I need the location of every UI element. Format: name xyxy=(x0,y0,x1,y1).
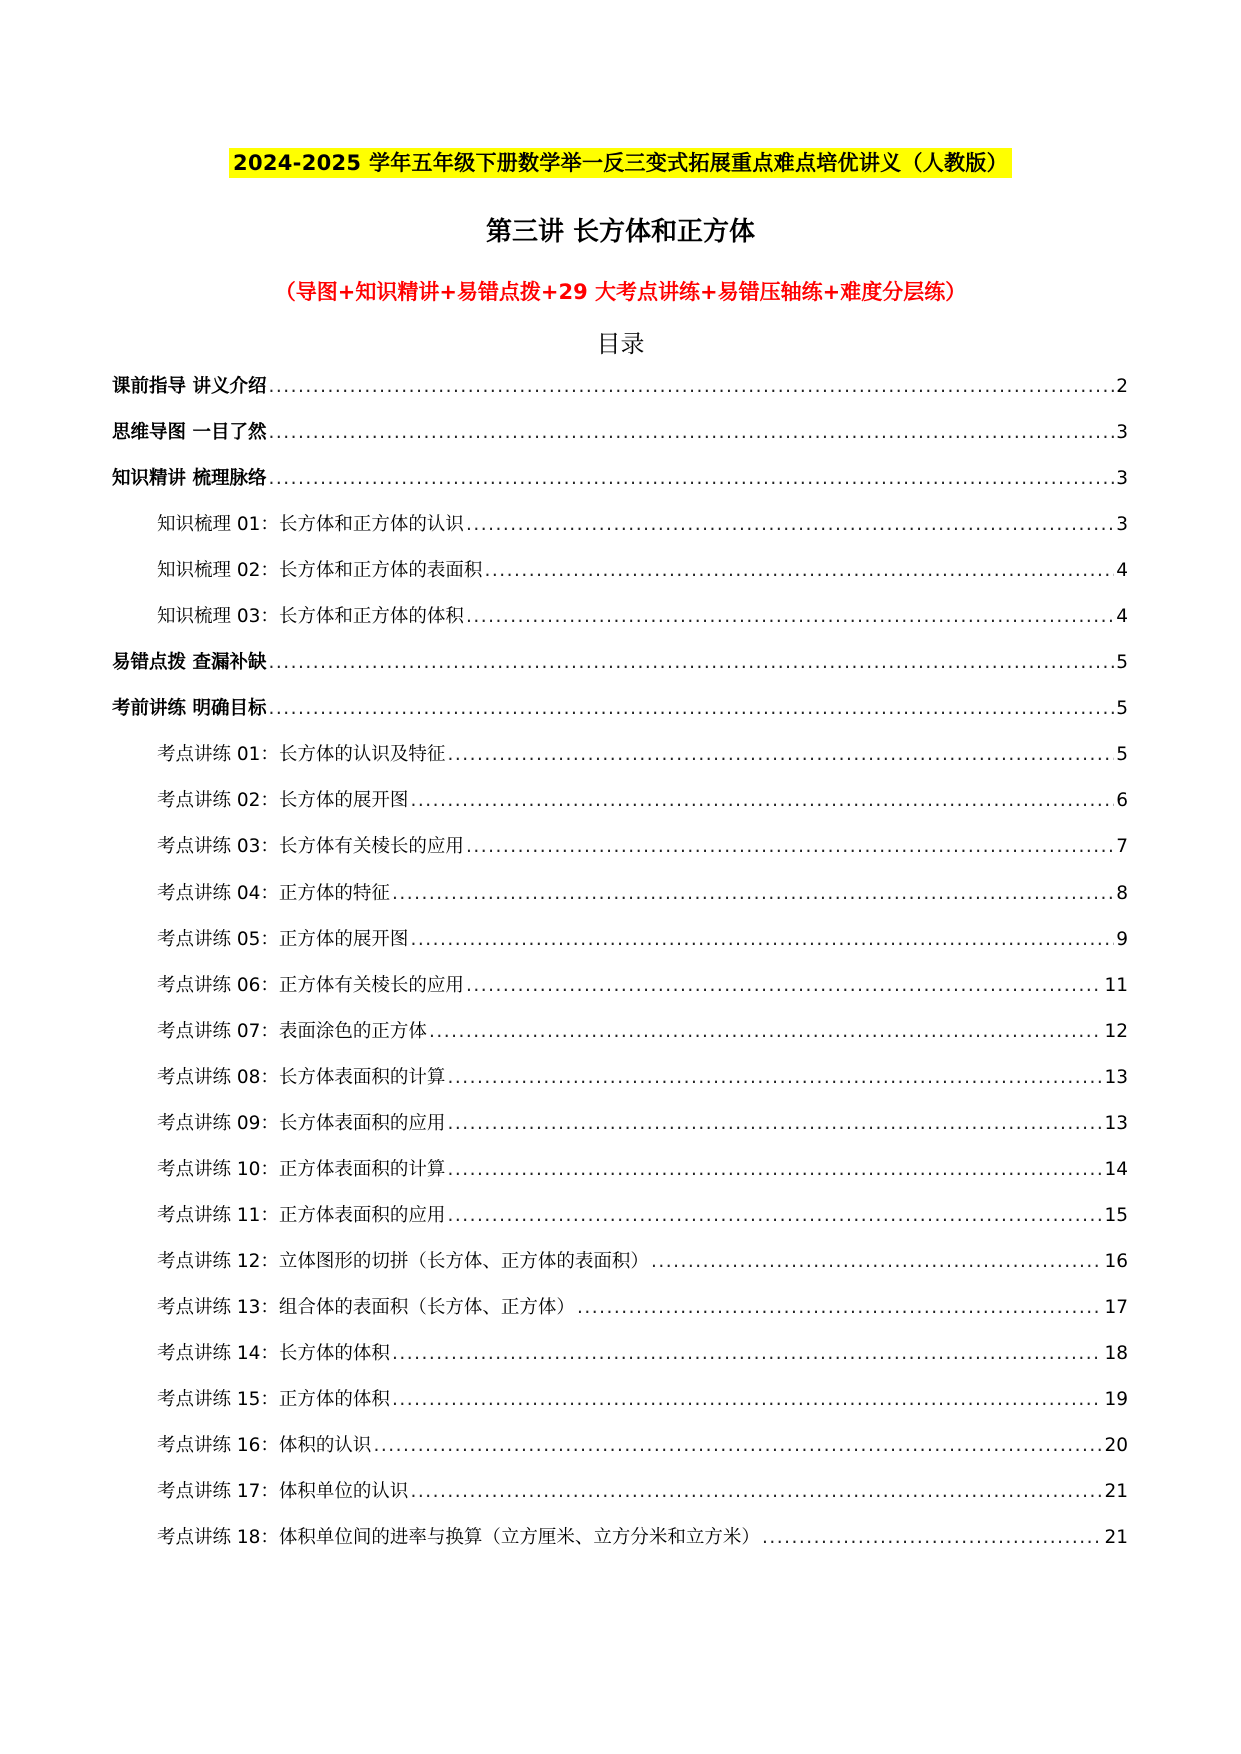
toc-page-number: 13 xyxy=(1104,1112,1128,1134)
toc-section-entry[interactable] xyxy=(112,370,1128,416)
toc-entry-title: 考点讲练 18：体积单位间的进率与换算（立方厘米、立方分米和立方米） xyxy=(157,1527,760,1549)
toc-dot-leader xyxy=(392,1337,1103,1371)
toc-entry-title: 知识梳理 02：长方体和正方体的表面积 xyxy=(157,560,483,582)
toc-page-number: 17 xyxy=(1104,1296,1128,1318)
toc-page-number: 5 xyxy=(1116,698,1128,720)
toc-page-number: 19 xyxy=(1104,1389,1128,1411)
toc-page-number: 12 xyxy=(1104,1020,1128,1042)
toc-dot-leader xyxy=(762,1521,1103,1555)
toc-page-number: 11 xyxy=(1104,974,1128,996)
toc-subsection-entry[interactable] xyxy=(112,1153,1128,1199)
toc-page-number: 20 xyxy=(1104,1435,1128,1457)
toc-dot-leader xyxy=(373,1429,1102,1463)
toc-page-number: 21 xyxy=(1104,1527,1128,1549)
toc-entry-title: 知识精讲 梳理脉络 xyxy=(112,468,267,490)
toc-dot-leader xyxy=(447,1061,1102,1095)
table-of-contents xyxy=(112,370,1128,1567)
toc-dot-leader xyxy=(651,1245,1103,1279)
toc-dot-leader xyxy=(429,1015,1103,1049)
toc-subsection-entry[interactable] xyxy=(112,830,1128,876)
toc-dot-leader xyxy=(410,784,1114,818)
toc-section-entry[interactable] xyxy=(112,692,1128,738)
toc-dot-leader xyxy=(268,462,1114,496)
toc-dot-leader xyxy=(447,738,1114,772)
toc-subsection-entry[interactable] xyxy=(112,784,1128,830)
toc-subsection-entry[interactable] xyxy=(112,1061,1128,1107)
toc-dot-leader xyxy=(484,554,1114,588)
toc-subsection-entry[interactable] xyxy=(112,1199,1128,1245)
toc-entry-title: 考点讲练 15：正方体的体积 xyxy=(157,1389,390,1411)
toc-subsection-entry[interactable] xyxy=(112,1475,1128,1521)
toc-subsection-entry[interactable] xyxy=(112,554,1128,600)
toc-subsection-entry[interactable] xyxy=(112,923,1128,969)
toc-page-number: 18 xyxy=(1104,1342,1128,1364)
toc-page-number: 3 xyxy=(1116,514,1128,536)
lecture-title: 第三讲 长方体和正方体 xyxy=(485,217,756,247)
toc-page-number: 4 xyxy=(1116,560,1128,582)
toc-subsection-entry[interactable] xyxy=(112,1429,1128,1475)
toc-page-number: 5 xyxy=(1116,652,1128,674)
toc-dot-leader xyxy=(466,969,1103,1003)
toc-dot-leader xyxy=(466,600,1114,634)
toc-dot-leader xyxy=(392,1383,1103,1417)
toc-dot-leader xyxy=(410,1475,1102,1509)
toc-entry-title: 思维导图 一目了然 xyxy=(112,422,267,444)
toc-subsection-entry[interactable] xyxy=(112,738,1128,784)
toc-subsection-entry[interactable] xyxy=(112,1107,1128,1153)
toc-subsection-entry[interactable] xyxy=(112,1015,1128,1061)
toc-entry-title: 考点讲练 04：正方体的特征 xyxy=(157,882,390,904)
toc-dot-leader xyxy=(447,1107,1102,1141)
toc-dot-leader xyxy=(466,830,1114,864)
toc-entry-title: 考点讲练 06：正方体有关棱长的应用 xyxy=(157,974,464,996)
toc-entry-title: 课前指导 讲义介绍 xyxy=(112,376,267,397)
toc-entry-title: 考点讲练 11：正方体表面积的应用 xyxy=(157,1204,446,1226)
toc-subsection-entry[interactable] xyxy=(112,1383,1128,1429)
toc-section-entry[interactable] xyxy=(112,462,1128,508)
toc-entry-title: 考点讲练 01：长方体的认识及特征 xyxy=(157,744,446,766)
toc-subsection-entry[interactable] xyxy=(112,969,1128,1015)
toc-page-number: 21 xyxy=(1104,1481,1128,1503)
toc-page-number: 2 xyxy=(1116,376,1128,397)
toc-dot-leader xyxy=(268,416,1114,450)
toc-dot-leader xyxy=(410,923,1114,957)
toc-entry-title: 考点讲练 13：组合体的表面积（长方体、正方体） xyxy=(157,1296,575,1318)
toc-entry-title: 知识梳理 03：长方体和正方体的体积 xyxy=(157,606,464,628)
toc-page-number: 6 xyxy=(1116,790,1128,812)
toc-page-number: 13 xyxy=(1104,1066,1128,1088)
series-banner: 2024-2025 学年五年级下册数学举一反三变式拓展重点难点培优讲义（人教版） xyxy=(229,148,1012,178)
toc-page-number: 9 xyxy=(1116,928,1128,950)
toc-dot-leader xyxy=(447,1153,1102,1187)
toc-section-entry[interactable] xyxy=(112,646,1128,692)
toc-entry-title: 考点讲练 03：长方体有关棱长的应用 xyxy=(157,836,464,858)
toc-page-number: 3 xyxy=(1116,468,1128,490)
toc-entry-title: 考点讲练 08：长方体表面积的计算 xyxy=(157,1066,446,1088)
toc-dot-leader xyxy=(447,1199,1102,1233)
toc-dot-leader xyxy=(268,692,1114,726)
toc-entry-title: 易错点拨 查漏补缺 xyxy=(112,652,267,674)
toc-entry-title: 考点讲练 14：长方体的体积 xyxy=(157,1342,390,1364)
toc-entry-title: 考点讲练 16：体积的认识 xyxy=(157,1435,372,1457)
toc-dot-leader xyxy=(577,1291,1103,1325)
toc-entry-title: 考点讲练 12：立体图形的切拼（长方体、正方体的表面积） xyxy=(157,1250,649,1272)
toc-page-number: 15 xyxy=(1104,1204,1128,1226)
toc-page-number: 8 xyxy=(1116,882,1128,904)
toc-page-number: 5 xyxy=(1116,744,1128,766)
toc-subsection-entry[interactable] xyxy=(112,1245,1128,1291)
toc-entry-title: 知识梳理 01：长方体和正方体的认识 xyxy=(157,514,464,536)
toc-entry-title: 考点讲练 02：长方体的展开图 xyxy=(157,790,409,812)
banner-row xyxy=(0,148,1241,178)
toc-entry-title: 考点讲练 07：表面涂色的正方体 xyxy=(157,1020,427,1042)
toc-subsection-entry[interactable] xyxy=(112,1337,1128,1383)
toc-section-entry[interactable] xyxy=(112,416,1128,462)
lecture-subtitle: （导图+知识精讲+易错点拨+29 大考点讲练+易错压轴练+难度分层练） xyxy=(274,280,967,304)
toc-page-number: 7 xyxy=(1116,836,1128,858)
toc-subsection-entry[interactable] xyxy=(112,1291,1128,1337)
toc-subsection-entry[interactable] xyxy=(112,1521,1128,1567)
toc-entry-title: 考点讲练 17：体积单位的认识 xyxy=(157,1481,409,1503)
toc-entry-title: 考点讲练 10：正方体表面积的计算 xyxy=(157,1158,446,1180)
toc-page-number: 4 xyxy=(1116,606,1128,628)
toc-page-number: 14 xyxy=(1104,1158,1128,1180)
toc-entry-title: 考点讲练 05：正方体的展开图 xyxy=(157,928,409,950)
toc-subsection-entry[interactable] xyxy=(112,600,1128,646)
toc-entry-title: 考前讲练 明确目标 xyxy=(112,698,267,720)
toc-subsection-entry[interactable] xyxy=(112,877,1128,923)
toc-dot-leader xyxy=(466,508,1114,542)
toc-dot-leader xyxy=(268,646,1114,680)
toc-heading: 目录 xyxy=(596,330,645,358)
toc-page-number: 3 xyxy=(1116,422,1128,444)
toc-page-number: 16 xyxy=(1104,1250,1128,1272)
toc-dot-leader xyxy=(268,370,1114,404)
toc-dot-leader xyxy=(392,877,1114,911)
toc-entry-title: 考点讲练 09：长方体表面积的应用 xyxy=(157,1112,446,1134)
toc-subsection-entry[interactable] xyxy=(112,508,1128,554)
